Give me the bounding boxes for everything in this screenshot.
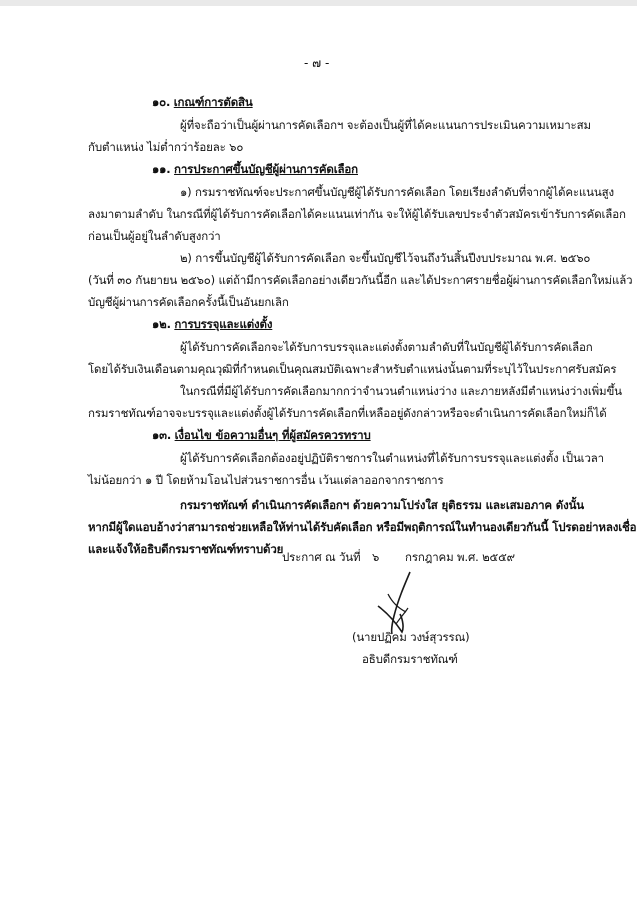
paragraph-line: กับตำแหน่ง ไม่ต่ำกว่าร้อยละ ๖๐ (88, 140, 244, 154)
section-13-heading (152, 428, 371, 442)
paragraph-line: ผู้ได้รับการคัดเลือกจะได้รับการบรรจุและแต่งตั้งตามลำดับที่ในบัญชีผู้ได้รับการคัดเลือก (180, 340, 593, 354)
notice-line: กรมราชทัณฑ์ ดำเนินการคัดเลือกฯ ด้วยความโปร่งใส ยุติธรรม และเสมอภาค ดังนั้น (180, 498, 584, 512)
signatory-name: (นายปฏิคม วงษ์สุวรรณ) (352, 630, 470, 644)
section-11-heading (152, 162, 358, 176)
section-number: ๑๑. (152, 162, 171, 176)
paragraph-line: ในกรณีที่มีผู้ได้รับการคัดเลือกมากกว่าจำนวนตำแหน่งว่าง และภายหลังมีตำแหน่งว่างเพิ่มขึ้น (180, 384, 622, 398)
announce-month-year: กรกฎาคม พ.ศ. ๒๕๕๙ (405, 550, 515, 564)
section-title: เงื่อนไข ข้อความอื่นๆ ที่ผู้สมัครควรทราบ (174, 428, 371, 442)
section-title: เกณฑ์การตัดสิน (173, 95, 253, 109)
page-number: - ๗ - (304, 56, 330, 70)
paragraph-line: ๒) การขึ้นบัญชีผู้ได้รับการคัดเลือก จะขึ้นบัญชีไว้จนถึงวันสิ้นปีงบประมาณ พ.ศ. ๒๕๖๐ (180, 251, 591, 265)
paragraph-line: บัญชีผู้ผ่านการคัดเลือกครั้งนี้เป็นอันยกเลิก (88, 295, 289, 309)
section-10-heading (152, 95, 253, 109)
section-number: ๑๓. (152, 428, 172, 442)
section-number: ๑๒. (152, 317, 171, 331)
paragraph-line: กรมราชทัณฑ์อาจจะบรรจุและแต่งตั้งผู้ได้รับการคัดเลือกที่เหลืออยู่ดังกล่าวหรือจะดำเนินการคัดเลือกใหม่ก็ได้ (88, 406, 607, 420)
section-title: การบรรจุและแต่งตั้ง (174, 317, 273, 331)
paragraph-line: โดยได้รับเงินเดือนตามคุณวุฒิที่กำหนดเป็นคุณสมบัติเฉพาะสำหรับตำแหน่งนั้นตามที่ระบุไว้ในประกาศรับสมัคร (88, 362, 617, 376)
signature-image (358, 568, 438, 638)
paragraph-line: ก่อนเป็นผู้อยู่ในลำดับสูงกว่า (88, 229, 221, 243)
announce-day: ๖ (372, 550, 380, 564)
paragraph-line: ๑) กรมราชทัณฑ์จะประกาศขึ้นบัญชีผู้ได้รับการคัดเลือก โดยเรียงลำดับที่จากผู้ได้คะแนนสูง (180, 185, 614, 199)
notice-line: หากมีผู้ใดแอบอ้างว่าสามารถช่วยเหลือให้ท่านได้รับคัดเลือก หรือมีพฤติการณ์ในทำนองเดียวกันนี้ โปรดอย่าหลงเชื่อ (88, 520, 637, 534)
section-title: การประกาศขึ้นบัญชีผู้ผ่านการคัดเลือก (174, 162, 358, 176)
paragraph-line: (วันที่ ๓๐ กันยายน ๒๕๖๐) แต่ถ้ามีการคัดเลือกอย่างเดียวกันนี้อีก และได้ประกาศรายชื่อผู้ผ่านการคัดเลือกใหม่แล้ว (88, 273, 633, 287)
section-12-heading (152, 317, 272, 331)
paragraph-line: ลงมาตามลำดับ ในกรณีที่ผู้ได้รับการคัดเลือกได้คะแนนเท่ากัน จะให้ผู้ได้รับเลขประจำตัวสมัครเข้ารับการคัดเลือก (88, 207, 626, 221)
announce-prefix: ประกาศ ณ วันที่ (282, 550, 361, 564)
notice-line: และแจ้งให้อธิบดีกรมราชทัณฑ์ทราบด้วย (88, 542, 284, 556)
paragraph-line: ไม่น้อยกว่า ๑ ปี โดยห้ามโอนไปส่วนราชการอื่น เว้นแต่ลาออกจากราชการ (88, 473, 444, 487)
scan-edge (0, 0, 637, 6)
paragraph-line: ผู้ที่จะถือว่าเป็นผู้ผ่านการคัดเลือกฯ จะต้องเป็นผู้ที่ได้คะแนนการประเมินความเหมาะสม (180, 118, 591, 132)
section-number: ๑๐. (152, 95, 171, 109)
paragraph-line: ผู้ได้รับการคัดเลือกต้องอยู่ปฏิบัติราชการในตำแหน่งที่ได้รับการบรรจุและแต่งตั้ง เป็นเวลา (180, 451, 604, 465)
signatory-position: อธิบดีกรมราชทัณฑ์ (362, 652, 458, 666)
